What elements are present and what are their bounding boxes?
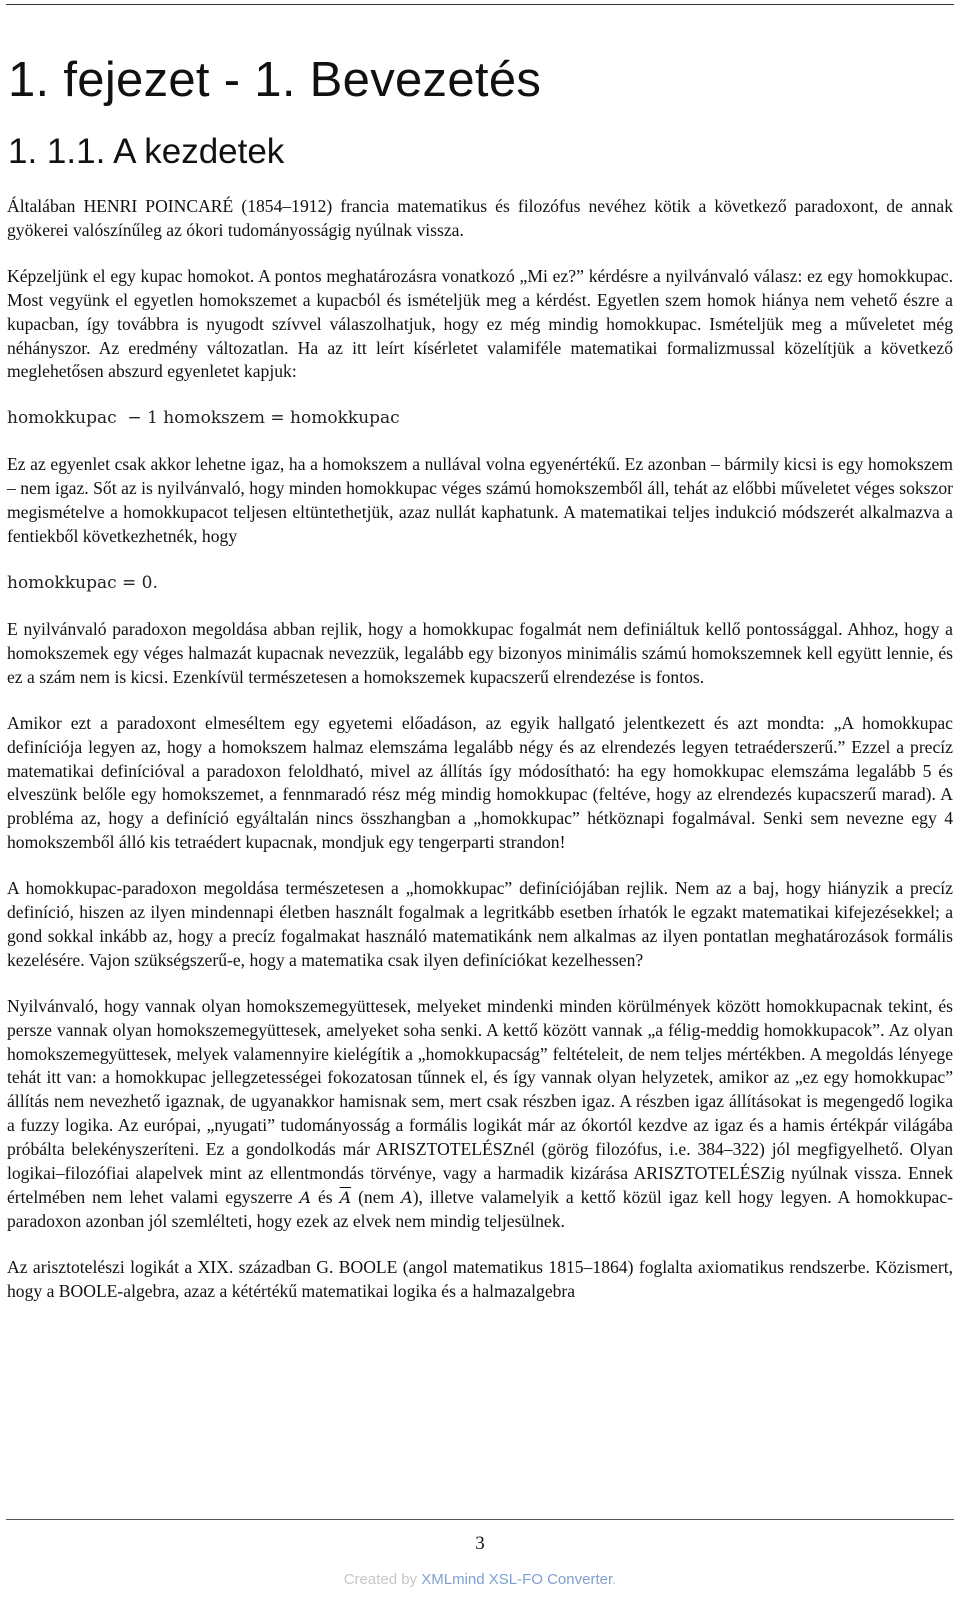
equation-1: homokkupac − 1 homokszem = homokkupac: [7, 408, 400, 429]
math-variable-a: A: [299, 1188, 312, 1207]
page-number: 3: [475, 1533, 485, 1554]
body-text: [7, 195, 953, 1326]
footer-rule: [6, 1519, 954, 1520]
paragraph-7-part-b: és: [311, 1187, 340, 1207]
paragraph-7-part-a: Nyilvánvaló, hogy vannak olyan homokszemegyüttesek, melyeket mindenki minden körülmények között homokkupacnak tekint, és persze vannak olyan homokszemegyüttesek, amelyeket soha senki. A kettő között vannak „a félig-meddig homokkupacok”. Az olyan homokszemegyüttesek, melyek valamennyire kielégítik a „homokkupacság” feltételeit, de nem teljes mértékben. A megoldás lényege tehát itt van: a homokkupac jellegzetességei fokozatosan tűnnek el, és így vannak olyan helyzetek, amikor az „ez egy homokkupac” állítás nem nevezhető igaznak, de ugyanakkor hamisnak sem, mert csak részben igaz. A részben igaz állításokat is megengedő logika a fuzzy logika. Az európai, „nyugati” tudományosság a formális logikát már az ókortól kezdve az igaz és a hamis értékpár világába próbálta belekényszeríteni. Ez a gondolkodás már ARISZTOTELÉSZnél (görög filozófus, i.e. 384–322) jól megfigyelhető. Olyan logikai–filozófiai alapelvek mint az ellentmondás törvénye, vagy a harmadik kizárása ARISZTOTELÉSZig nyúlnak vissza. Ennek értelmében nem lehet valami egyszerre: [7, 995, 953, 1207]
paragraph-3: Ez az egyenlet csak akkor lehetne igaz, ha a homokszem a nullával volna egyenértékű. Ez azonban – bármily kicsi is egy homokszem – nem igaz. Sőt az is nyilvánvaló, hogy minden homokkupac véges számú homokszemből áll, tehát az előbbi műveletet véges sokszor megismételve a homokkupacot teljesen eltüntethetjük, azaz nullát kaphatunk. A matematikai teljes indukció módszerét alkalmazva a fentiekből következhetnék, hogy: [7, 454, 953, 547]
paragraph-7-part-c: (nem: [351, 1187, 402, 1207]
equation-2: homokkupac = 0.: [7, 572, 158, 593]
math-variable-not-a: $\overline{A}$: [339, 1188, 352, 1207]
paragraph-1: Általában HENRI POINCARÉ (1854–1912) francia matematikus és filozófus nevéhez kötik a következő paradoxont, de annak gyökerei valószínűleg az ókori tudományosságig nyúlnak vissza.: [7, 196, 953, 240]
footer-link[interactable]: XMLmind XSL-FO Converter: [421, 1571, 613, 1588]
math-variable-a-2: A: [401, 1188, 413, 1207]
paragraph-8: Az arisztotelészi logikát a XIX. században G. BOOLE (angol matematikus 1815–1864) foglalta axiomatikus rendszerbe. Közismert, hogy a BOOLE-algebra, azaz a kétértékű matematikai logika és a halmazalgebra: [7, 1256, 953, 1301]
paragraph-7-part-d: ), illetve valamelyik a kettő közül igaz kell hogy legyen. A homokkupac-paradoxon azonban jól szemlélteti, hogy ezek az elvek nem mindig teljesülnek.: [7, 1187, 953, 1231]
paragraph-4: E nyilvánvaló paradoxon megoldása abban rejlik, hogy a homokkupac fogalmát nem definiáltuk kellő pontossággal. Ahhoz, hogy a homokszemek egy véges halmazát kupacnak nevezzük, legalább egy bizonyos minimális számú homokszemnek kell együtt lennie, és ez a szám nem is kicsi. Ezenkívül természetesen a homokszemek kupacszerű elrendezése is fontos.: [7, 618, 953, 687]
paragraph-5: Amikor ezt a paradoxont elmeséltem egy egyetemi előadáson, az egyik hallgató jelentkezett és azt mondta: „A homokkupac definíciója legyen az, hogy a homokszem halmaz elemszáma legalább négy és az elrendezés legyen tetraéderszerű.” Ezzel a precíz matematikai definícióval a paradoxon feloldható, mivel az állítás így módosítható: ha egy homokkupac elemszáma legalább 5 és elveszünk belőle egy homokszemet, a fennmaradó rész még mindig homokkupac (feltéve, hogy az elrendezés kupacszerű marad). A probléma az, hogy a definíció egyáltalán nincs összhangban a „homokkupac” hétköznapi fogalmával. Senki sem nevezne egy 4 homokszemből álló kis tetraédert kupacnak, mondjuk egy tengerparti strandon!: [7, 712, 953, 853]
paragraph-7: [7, 995, 953, 1234]
paragraph-2: Képzeljünk el egy kupac homokot. A pontos meghatározásra vonatkozó „Mi ez?” kérdésre a nyilvánvaló válasz: ez egy homokkupac. Most vegyünk el egyetlen homokszemet a kupacból és ismételjük meg a kérdést. Egyetlen szem homok hiánya nem vehető észre a kupacban, így továbbra is nyugodt szívvel válaszolhatjuk, hogy ez még mindig homokkupac. Ismételjük meg a műveletet még néhányszor. Az eredmény változatlan. Ha az itt leírt kísérletet valamiféle matematikai formalizmussal közelítjük a következő meglehetősen abszurd egyenletet kapjuk:: [7, 265, 953, 382]
top-rule: [6, 4, 954, 5]
footer-suffix: .: [612, 1571, 617, 1588]
footer-prefix: Created by: [343, 1571, 422, 1588]
paragraph-6: A homokkupac-paradoxon megoldása természetesen a „homokkupac” definíciójában rejlik. Nem az a baj, hogy hiányzik a precíz definíció, hiszen az ilyen mindennapi életben használt fogalmak a legritkább esetben írhatók le egzakt matematikai kifejezésekkel; a gond sokkal inkább az, hogy a precíz fogalmakat használó matematikánk nem alkalmas az ilyen pontatlan meghatározások formális kezelésére. Vajon szükségszerű-e, hogy a matematika csak ilyen definíciókat kezelhessen?: [7, 878, 953, 970]
chapter-title: 1. fejezet - 1. Bevezetés: [8, 53, 542, 107]
section-title: 1. 1.1. A kezdetek: [8, 132, 285, 171]
footer-credit: [0, 1571, 960, 1588]
